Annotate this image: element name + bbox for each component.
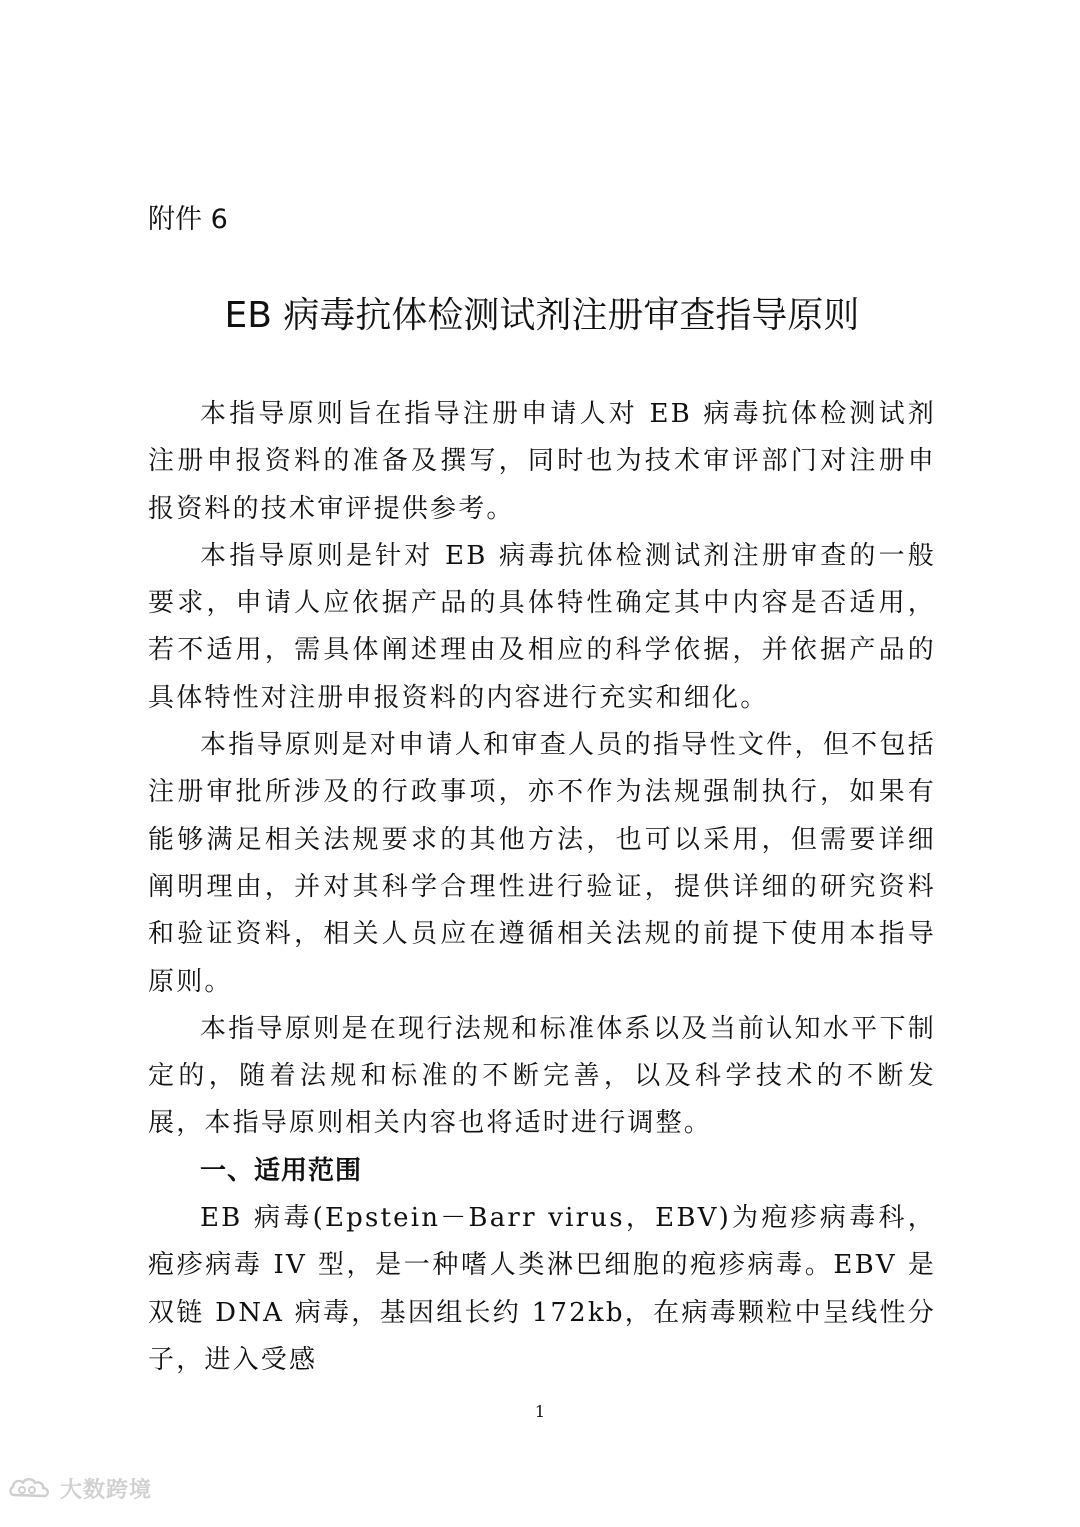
watermark	[8, 1468, 152, 1508]
paragraph-3: 本指导原则是对申请人和审查人员的指导性文件，但不包括注册审批所涉及的行政事项，亦不作为法规强制执行，如果有能够满足相关法规要求的其他方法，也可以采用，但需要详细阐明理由，并对其科学合理性进行验证，提供详细的研究资料和验证资料，相关人员应在遵循相关法规的前提下使用本指导原则。	[148, 730, 936, 997]
document-body	[148, 391, 936, 1384]
paragraph-1: 本指导原则旨在指导注册申请人对 EB 病毒抗体检测试剂注册申报资料的准备及撰写，同时也为技术审评部门对注册申报资料的技术审评提供参考。	[148, 399, 936, 524]
section-heading: 一、适用范围	[200, 1155, 363, 1186]
document-title: EB 病毒抗体检测试剂注册审查指导原则	[224, 295, 860, 336]
cloud-logo-icon	[8, 1473, 54, 1503]
section-paragraph: EB 病毒(Epstein－Barr virus，EBV)为疱疹病毒科，疱疹病毒 IV 型，是一种嗜人类淋巴细胞的疱疹病毒。EBV 是双链 DNA 病毒，基因组长约 172kb，在病毒颗粒中呈线性分子，进入受感	[148, 1203, 936, 1375]
paragraph-4: 本指导原则是在现行法规和标准体系以及当前认知水平下制定的，随着法规和标准的不断完善，以及科学技术的不断发展，本指导原则相关内容也将适时进行调整。	[148, 1013, 936, 1139]
watermark-text: 大数跨境	[60, 1477, 153, 1503]
attachment-label: 附件 6	[148, 204, 228, 235]
page-number: 1	[534, 1402, 546, 1421]
paragraph-2: 本指导原则是针对 EB 病毒抗体检测试剂注册审查的一般要求，申请人应依据产品的具体特性确定其中内容是否适用，若不适用，需具体阐述理由及相应的科学依据，并依据产品的具体特性对注册申报资料的内容进行充实和细化。	[148, 540, 936, 713]
